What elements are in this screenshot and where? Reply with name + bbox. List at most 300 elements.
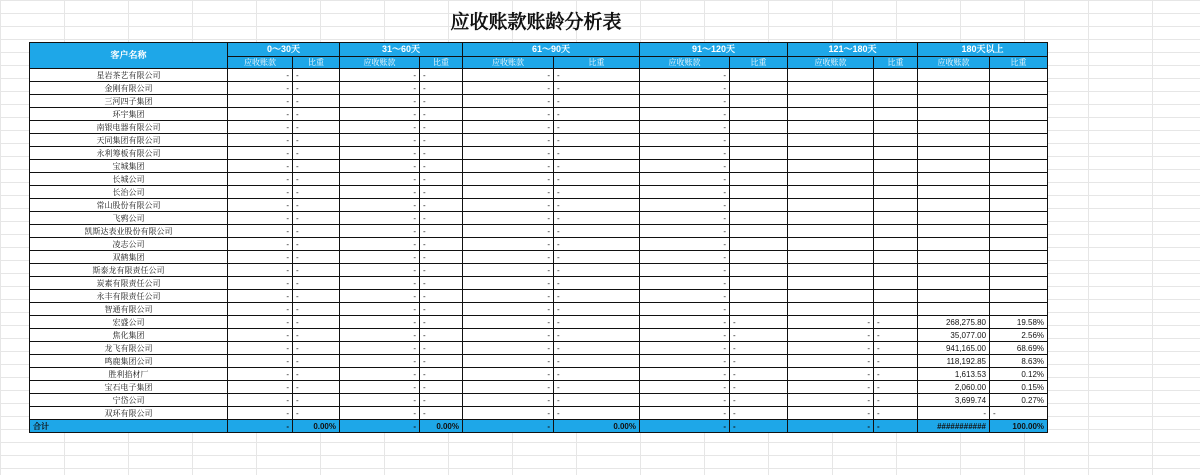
amount-cell[interactable]: - [788, 381, 874, 394]
amount-cell[interactable] [788, 251, 874, 264]
header-amount[interactable]: 应收账款 [640, 57, 730, 69]
amount-cell[interactable]: - [228, 355, 293, 368]
amount-cell[interactable] [788, 186, 874, 199]
ratio-cell[interactable] [730, 225, 788, 238]
ratio-cell[interactable] [990, 290, 1048, 303]
amount-cell[interactable] [788, 238, 874, 251]
amount-cell[interactable] [788, 303, 874, 316]
ratio-cell[interactable] [874, 212, 918, 225]
ratio-cell[interactable]: - [554, 134, 640, 147]
amount-cell[interactable]: - [640, 212, 730, 225]
customer-name-cell[interactable]: 三河四子集团 [30, 95, 228, 108]
amount-cell[interactable]: - [228, 407, 293, 420]
amount-cell[interactable]: - [340, 329, 420, 342]
ratio-cell[interactable] [730, 69, 788, 82]
ratio-cell[interactable]: - [293, 381, 340, 394]
total-amount-cell[interactable]: - [340, 420, 420, 433]
amount-cell[interactable] [918, 147, 990, 160]
amount-cell[interactable]: - [463, 134, 554, 147]
ratio-cell[interactable]: - [874, 316, 918, 329]
ratio-cell[interactable]: - [293, 108, 340, 121]
amount-cell[interactable]: - [640, 316, 730, 329]
amount-cell[interactable] [788, 147, 874, 160]
amount-cell[interactable] [788, 121, 874, 134]
header-group-180-plus[interactable]: 180天以上 [918, 43, 1048, 57]
ratio-cell[interactable] [874, 303, 918, 316]
ratio-cell[interactable]: - [420, 199, 463, 212]
amount-cell[interactable] [918, 69, 990, 82]
amount-cell[interactable]: - [340, 212, 420, 225]
amount-cell[interactable]: 268,275.80 [918, 316, 990, 329]
amount-cell[interactable]: - [228, 394, 293, 407]
ratio-cell[interactable] [990, 251, 1048, 264]
amount-cell[interactable]: - [340, 394, 420, 407]
ratio-cell[interactable]: - [420, 290, 463, 303]
ratio-cell[interactable]: - [420, 251, 463, 264]
header-group-31-60[interactable]: 31～60天 [340, 43, 463, 57]
amount-cell[interactable]: - [640, 147, 730, 160]
ratio-cell[interactable] [874, 264, 918, 277]
ratio-cell[interactable] [730, 199, 788, 212]
amount-cell[interactable] [788, 82, 874, 95]
amount-cell[interactable]: - [340, 186, 420, 199]
amount-cell[interactable] [918, 290, 990, 303]
ratio-cell[interactable]: - [730, 368, 788, 381]
ratio-cell[interactable]: - [554, 290, 640, 303]
ratio-cell[interactable]: - [293, 225, 340, 238]
ratio-cell[interactable] [730, 303, 788, 316]
customer-name-cell[interactable]: 飞鸦公司 [30, 212, 228, 225]
ratio-cell[interactable] [730, 173, 788, 186]
ratio-cell[interactable] [990, 277, 1048, 290]
amount-cell[interactable] [788, 108, 874, 121]
amount-cell[interactable]: - [788, 316, 874, 329]
ratio-cell[interactable]: - [293, 160, 340, 173]
ratio-cell[interactable]: - [293, 277, 340, 290]
amount-cell[interactable] [918, 264, 990, 277]
amount-cell[interactable]: - [640, 329, 730, 342]
total-amount-cell[interactable]: - [788, 420, 874, 433]
ratio-cell[interactable]: - [420, 264, 463, 277]
header-group-91-120[interactable]: 91～120天 [640, 43, 788, 57]
ratio-cell[interactable]: - [554, 82, 640, 95]
amount-cell[interactable] [788, 173, 874, 186]
amount-cell[interactable]: - [640, 264, 730, 277]
ratio-cell[interactable]: - [420, 108, 463, 121]
amount-cell[interactable]: - [463, 277, 554, 290]
ratio-cell[interactable] [990, 173, 1048, 186]
ratio-cell[interactable] [990, 69, 1048, 82]
amount-cell[interactable]: - [463, 368, 554, 381]
amount-cell[interactable]: - [463, 238, 554, 251]
ratio-cell[interactable]: - [293, 394, 340, 407]
ratio-cell[interactable] [990, 82, 1048, 95]
ratio-cell[interactable]: - [554, 69, 640, 82]
total-ratio-cell[interactable]: - [730, 420, 788, 433]
amount-cell[interactable]: - [228, 342, 293, 355]
ratio-cell[interactable]: - [554, 368, 640, 381]
ratio-cell[interactable]: - [420, 82, 463, 95]
total-ratio-cell[interactable]: 0.00% [293, 420, 340, 433]
amount-cell[interactable]: - [340, 407, 420, 420]
amount-cell[interactable]: - [340, 290, 420, 303]
ratio-cell[interactable]: - [554, 160, 640, 173]
amount-cell[interactable]: - [228, 82, 293, 95]
ratio-cell[interactable]: - [554, 303, 640, 316]
ratio-cell[interactable]: - [293, 290, 340, 303]
header-group-0-30[interactable]: 0～30天 [228, 43, 340, 57]
ratio-cell[interactable]: 0.15% [990, 381, 1048, 394]
ratio-cell[interactable] [990, 121, 1048, 134]
ratio-cell[interactable] [730, 108, 788, 121]
header-amount[interactable]: 应收账款 [340, 57, 420, 69]
header-amount[interactable]: 应收账款 [788, 57, 874, 69]
ratio-cell[interactable]: - [554, 342, 640, 355]
amount-cell[interactable] [788, 95, 874, 108]
ratio-cell[interactable]: - [293, 264, 340, 277]
ratio-cell[interactable] [874, 238, 918, 251]
header-amount[interactable]: 应收账款 [918, 57, 990, 69]
ratio-cell[interactable]: - [554, 238, 640, 251]
amount-cell[interactable]: - [640, 173, 730, 186]
ratio-cell[interactable] [874, 251, 918, 264]
amount-cell[interactable]: - [640, 82, 730, 95]
ratio-cell[interactable]: - [293, 329, 340, 342]
amount-cell[interactable]: - [340, 134, 420, 147]
amount-cell[interactable]: - [340, 82, 420, 95]
ratio-cell[interactable]: - [730, 342, 788, 355]
amount-cell[interactable]: - [228, 160, 293, 173]
ratio-cell[interactable]: - [420, 316, 463, 329]
amount-cell[interactable]: - [228, 147, 293, 160]
amount-cell[interactable]: - [340, 316, 420, 329]
amount-cell[interactable]: 118,192.85 [918, 355, 990, 368]
amount-cell[interactable]: - [640, 69, 730, 82]
customer-name-cell[interactable]: 长城公司 [30, 173, 228, 186]
ratio-cell[interactable]: - [420, 368, 463, 381]
ratio-cell[interactable]: - [990, 407, 1048, 420]
ratio-cell[interactable]: - [420, 394, 463, 407]
amount-cell[interactable] [918, 186, 990, 199]
total-ratio-cell[interactable]: 100.00% [990, 420, 1048, 433]
amount-cell[interactable] [918, 95, 990, 108]
ratio-cell[interactable] [990, 212, 1048, 225]
ratio-cell[interactable] [874, 186, 918, 199]
ratio-cell[interactable]: 68.69% [990, 342, 1048, 355]
customer-name-cell[interactable]: 南银电器有限公司 [30, 121, 228, 134]
ratio-cell[interactable]: - [420, 212, 463, 225]
amount-cell[interactable]: - [228, 316, 293, 329]
amount-cell[interactable]: 35,077.00 [918, 329, 990, 342]
ratio-cell[interactable] [990, 147, 1048, 160]
header-ratio[interactable]: 比重 [874, 57, 918, 69]
ratio-cell[interactable]: - [293, 199, 340, 212]
ratio-cell[interactable] [990, 303, 1048, 316]
ratio-cell[interactable]: - [730, 329, 788, 342]
ratio-cell[interactable]: 0.27% [990, 394, 1048, 407]
ratio-cell[interactable]: - [730, 394, 788, 407]
amount-cell[interactable]: - [463, 147, 554, 160]
customer-name-cell[interactable]: 长治公司 [30, 186, 228, 199]
customer-name-cell[interactable]: 金刚有限公司 [30, 82, 228, 95]
amount-cell[interactable]: - [463, 355, 554, 368]
ratio-cell[interactable]: - [730, 407, 788, 420]
amount-cell[interactable]: - [228, 368, 293, 381]
amount-cell[interactable]: - [640, 368, 730, 381]
ratio-cell[interactable]: - [874, 355, 918, 368]
ratio-cell[interactable]: - [554, 108, 640, 121]
amount-cell[interactable]: - [463, 264, 554, 277]
amount-cell[interactable]: - [340, 173, 420, 186]
amount-cell[interactable]: - [340, 251, 420, 264]
ratio-cell[interactable] [990, 264, 1048, 277]
amount-cell[interactable]: - [640, 277, 730, 290]
amount-cell[interactable]: - [640, 381, 730, 394]
amount-cell[interactable]: - [788, 342, 874, 355]
ratio-cell[interactable]: - [554, 147, 640, 160]
ratio-cell[interactable]: - [554, 329, 640, 342]
customer-name-cell[interactable]: 双鹤集团 [30, 251, 228, 264]
ratio-cell[interactable]: - [554, 212, 640, 225]
amount-cell[interactable]: - [788, 407, 874, 420]
amount-cell[interactable]: - [463, 108, 554, 121]
customer-name-cell[interactable]: 胜利掐材厂 [30, 368, 228, 381]
amount-cell[interactable]: - [788, 394, 874, 407]
amount-cell[interactable]: - [640, 355, 730, 368]
amount-cell[interactable]: - [463, 82, 554, 95]
amount-cell[interactable]: - [640, 342, 730, 355]
ratio-cell[interactable]: - [293, 173, 340, 186]
header-group-61-90[interactable]: 61～90天 [463, 43, 640, 57]
amount-cell[interactable]: 941,165.00 [918, 342, 990, 355]
customer-name-cell[interactable]: 环宇集团 [30, 108, 228, 121]
ratio-cell[interactable]: - [420, 147, 463, 160]
amount-cell[interactable]: - [463, 186, 554, 199]
amount-cell[interactable]: - [463, 69, 554, 82]
customer-name-cell[interactable]: 星岩茶艺有限公司 [30, 69, 228, 82]
header-amount[interactable]: 应收账款 [463, 57, 554, 69]
amount-cell[interactable]: - [340, 303, 420, 316]
ratio-cell[interactable] [990, 108, 1048, 121]
amount-cell[interactable] [918, 82, 990, 95]
ratio-cell[interactable]: - [293, 121, 340, 134]
amount-cell[interactable]: - [228, 95, 293, 108]
ratio-cell[interactable] [874, 290, 918, 303]
ratio-cell[interactable]: - [420, 173, 463, 186]
amount-cell[interactable]: - [340, 342, 420, 355]
ratio-cell[interactable]: - [874, 368, 918, 381]
amount-cell[interactable]: - [463, 199, 554, 212]
total-ratio-cell[interactable]: - [874, 420, 918, 433]
ratio-cell[interactable]: - [874, 381, 918, 394]
ratio-cell[interactable]: - [420, 329, 463, 342]
ratio-cell[interactable]: - [730, 355, 788, 368]
ratio-cell[interactable] [874, 173, 918, 186]
ratio-cell[interactable] [730, 134, 788, 147]
amount-cell[interactable]: - [228, 108, 293, 121]
amount-cell[interactable] [918, 251, 990, 264]
amount-cell[interactable]: - [340, 160, 420, 173]
amount-cell[interactable] [918, 134, 990, 147]
amount-cell[interactable] [918, 303, 990, 316]
ratio-cell[interactable]: - [293, 238, 340, 251]
ratio-cell[interactable]: - [293, 82, 340, 95]
amount-cell[interactable]: - [463, 394, 554, 407]
amount-cell[interactable]: - [640, 303, 730, 316]
ratio-cell[interactable]: - [554, 407, 640, 420]
amount-cell[interactable]: - [340, 381, 420, 394]
amount-cell[interactable] [918, 212, 990, 225]
ratio-cell[interactable]: - [293, 368, 340, 381]
amount-cell[interactable]: - [640, 407, 730, 420]
ratio-cell[interactable]: - [554, 355, 640, 368]
ratio-cell[interactable]: - [420, 121, 463, 134]
ratio-cell[interactable]: - [874, 407, 918, 420]
customer-name-cell[interactable]: 凌志公司 [30, 238, 228, 251]
ratio-cell[interactable] [730, 95, 788, 108]
amount-cell[interactable] [918, 160, 990, 173]
ratio-cell[interactable] [730, 238, 788, 251]
ratio-cell[interactable]: - [874, 394, 918, 407]
amount-cell[interactable]: - [918, 407, 990, 420]
amount-cell[interactable]: 1,613.53 [918, 368, 990, 381]
ratio-cell[interactable]: - [420, 303, 463, 316]
amount-cell[interactable] [788, 199, 874, 212]
ratio-cell[interactable]: - [730, 381, 788, 394]
amount-cell[interactable]: - [228, 381, 293, 394]
customer-name-cell[interactable]: 宝石电子集团 [30, 381, 228, 394]
ratio-cell[interactable] [990, 134, 1048, 147]
customer-name-cell[interactable]: 天同集团有限公司 [30, 134, 228, 147]
customer-name-cell[interactable]: 炭素有限责任公司 [30, 277, 228, 290]
customer-name-cell[interactable]: 焦化集团 [30, 329, 228, 342]
ratio-cell[interactable]: 19.58% [990, 316, 1048, 329]
ratio-cell[interactable]: - [554, 186, 640, 199]
header-customer[interactable]: 客户名称 [30, 43, 228, 69]
ratio-cell[interactable]: - [554, 394, 640, 407]
amount-cell[interactable]: - [340, 277, 420, 290]
ratio-cell[interactable]: - [554, 251, 640, 264]
amount-cell[interactable] [788, 212, 874, 225]
amount-cell[interactable]: - [463, 251, 554, 264]
header-amount[interactable]: 应收账款 [228, 57, 293, 69]
amount-cell[interactable]: - [640, 121, 730, 134]
ratio-cell[interactable] [874, 225, 918, 238]
ratio-cell[interactable]: - [420, 95, 463, 108]
ratio-cell[interactable]: - [293, 134, 340, 147]
amount-cell[interactable]: - [228, 121, 293, 134]
amount-cell[interactable]: - [463, 212, 554, 225]
amount-cell[interactable]: - [788, 329, 874, 342]
ratio-cell[interactable] [730, 251, 788, 264]
amount-cell[interactable]: - [640, 251, 730, 264]
amount-cell[interactable]: - [340, 368, 420, 381]
ratio-cell[interactable]: - [293, 303, 340, 316]
ratio-cell[interactable] [730, 186, 788, 199]
ratio-cell[interactable]: - [293, 147, 340, 160]
amount-cell[interactable]: - [340, 121, 420, 134]
customer-name-cell[interactable]: 永利筹板有限公司 [30, 147, 228, 160]
ratio-cell[interactable]: - [420, 69, 463, 82]
total-ratio-cell[interactable]: 0.00% [554, 420, 640, 433]
amount-cell[interactable] [788, 277, 874, 290]
customer-name-cell[interactable]: 宁岱公司 [30, 394, 228, 407]
customer-name-cell[interactable]: 宏盛公司 [30, 316, 228, 329]
ratio-cell[interactable]: 0.12% [990, 368, 1048, 381]
amount-cell[interactable]: - [340, 147, 420, 160]
ratio-cell[interactable]: - [420, 225, 463, 238]
amount-cell[interactable] [788, 134, 874, 147]
amount-cell[interactable]: - [228, 238, 293, 251]
ratio-cell[interactable] [730, 82, 788, 95]
ratio-cell[interactable]: - [293, 251, 340, 264]
ratio-cell[interactable] [730, 147, 788, 160]
amount-cell[interactable]: 2,060.00 [918, 381, 990, 394]
ratio-cell[interactable] [874, 82, 918, 95]
total-label[interactable]: 合计 [30, 420, 228, 433]
amount-cell[interactable]: - [228, 225, 293, 238]
amount-cell[interactable]: - [640, 290, 730, 303]
amount-cell[interactable]: - [463, 160, 554, 173]
ratio-cell[interactable] [874, 134, 918, 147]
amount-cell[interactable]: - [228, 329, 293, 342]
ratio-cell[interactable] [990, 225, 1048, 238]
ratio-cell[interactable] [990, 238, 1048, 251]
ratio-cell[interactable] [874, 147, 918, 160]
amount-cell[interactable]: - [640, 95, 730, 108]
amount-cell[interactable]: - [463, 407, 554, 420]
header-group-121-180[interactable]: 121～180天 [788, 43, 918, 57]
amount-cell[interactable] [788, 264, 874, 277]
amount-cell[interactable]: - [340, 108, 420, 121]
amount-cell[interactable] [918, 173, 990, 186]
ratio-cell[interactable]: - [293, 342, 340, 355]
amount-cell[interactable]: - [228, 186, 293, 199]
ratio-cell[interactable]: - [554, 173, 640, 186]
amount-cell[interactable]: - [788, 368, 874, 381]
ratio-cell[interactable]: - [420, 342, 463, 355]
ratio-cell[interactable] [990, 95, 1048, 108]
ratio-cell[interactable]: - [420, 134, 463, 147]
ratio-cell[interactable] [990, 186, 1048, 199]
ratio-cell[interactable]: - [293, 69, 340, 82]
ratio-cell[interactable]: - [554, 95, 640, 108]
amount-cell[interactable]: - [228, 264, 293, 277]
ratio-cell[interactable]: - [554, 121, 640, 134]
amount-cell[interactable]: - [228, 290, 293, 303]
amount-cell[interactable]: - [463, 173, 554, 186]
ratio-cell[interactable]: - [420, 277, 463, 290]
ratio-cell[interactable]: - [420, 355, 463, 368]
amount-cell[interactable]: - [228, 251, 293, 264]
ratio-cell[interactable]: - [554, 199, 640, 212]
amount-cell[interactable] [918, 121, 990, 134]
ratio-cell[interactable] [990, 160, 1048, 173]
amount-cell[interactable]: - [340, 355, 420, 368]
ratio-cell[interactable] [730, 160, 788, 173]
customer-name-cell[interactable]: 宝城集团 [30, 160, 228, 173]
amount-cell[interactable] [788, 69, 874, 82]
ratio-cell[interactable]: - [554, 381, 640, 394]
ratio-cell[interactable]: - [554, 277, 640, 290]
amount-cell[interactable]: - [463, 381, 554, 394]
amount-cell[interactable]: - [228, 212, 293, 225]
amount-cell[interactable]: - [340, 238, 420, 251]
amount-cell[interactable]: - [640, 186, 730, 199]
ratio-cell[interactable] [990, 199, 1048, 212]
amount-cell[interactable]: - [463, 95, 554, 108]
ratio-cell[interactable]: - [554, 225, 640, 238]
